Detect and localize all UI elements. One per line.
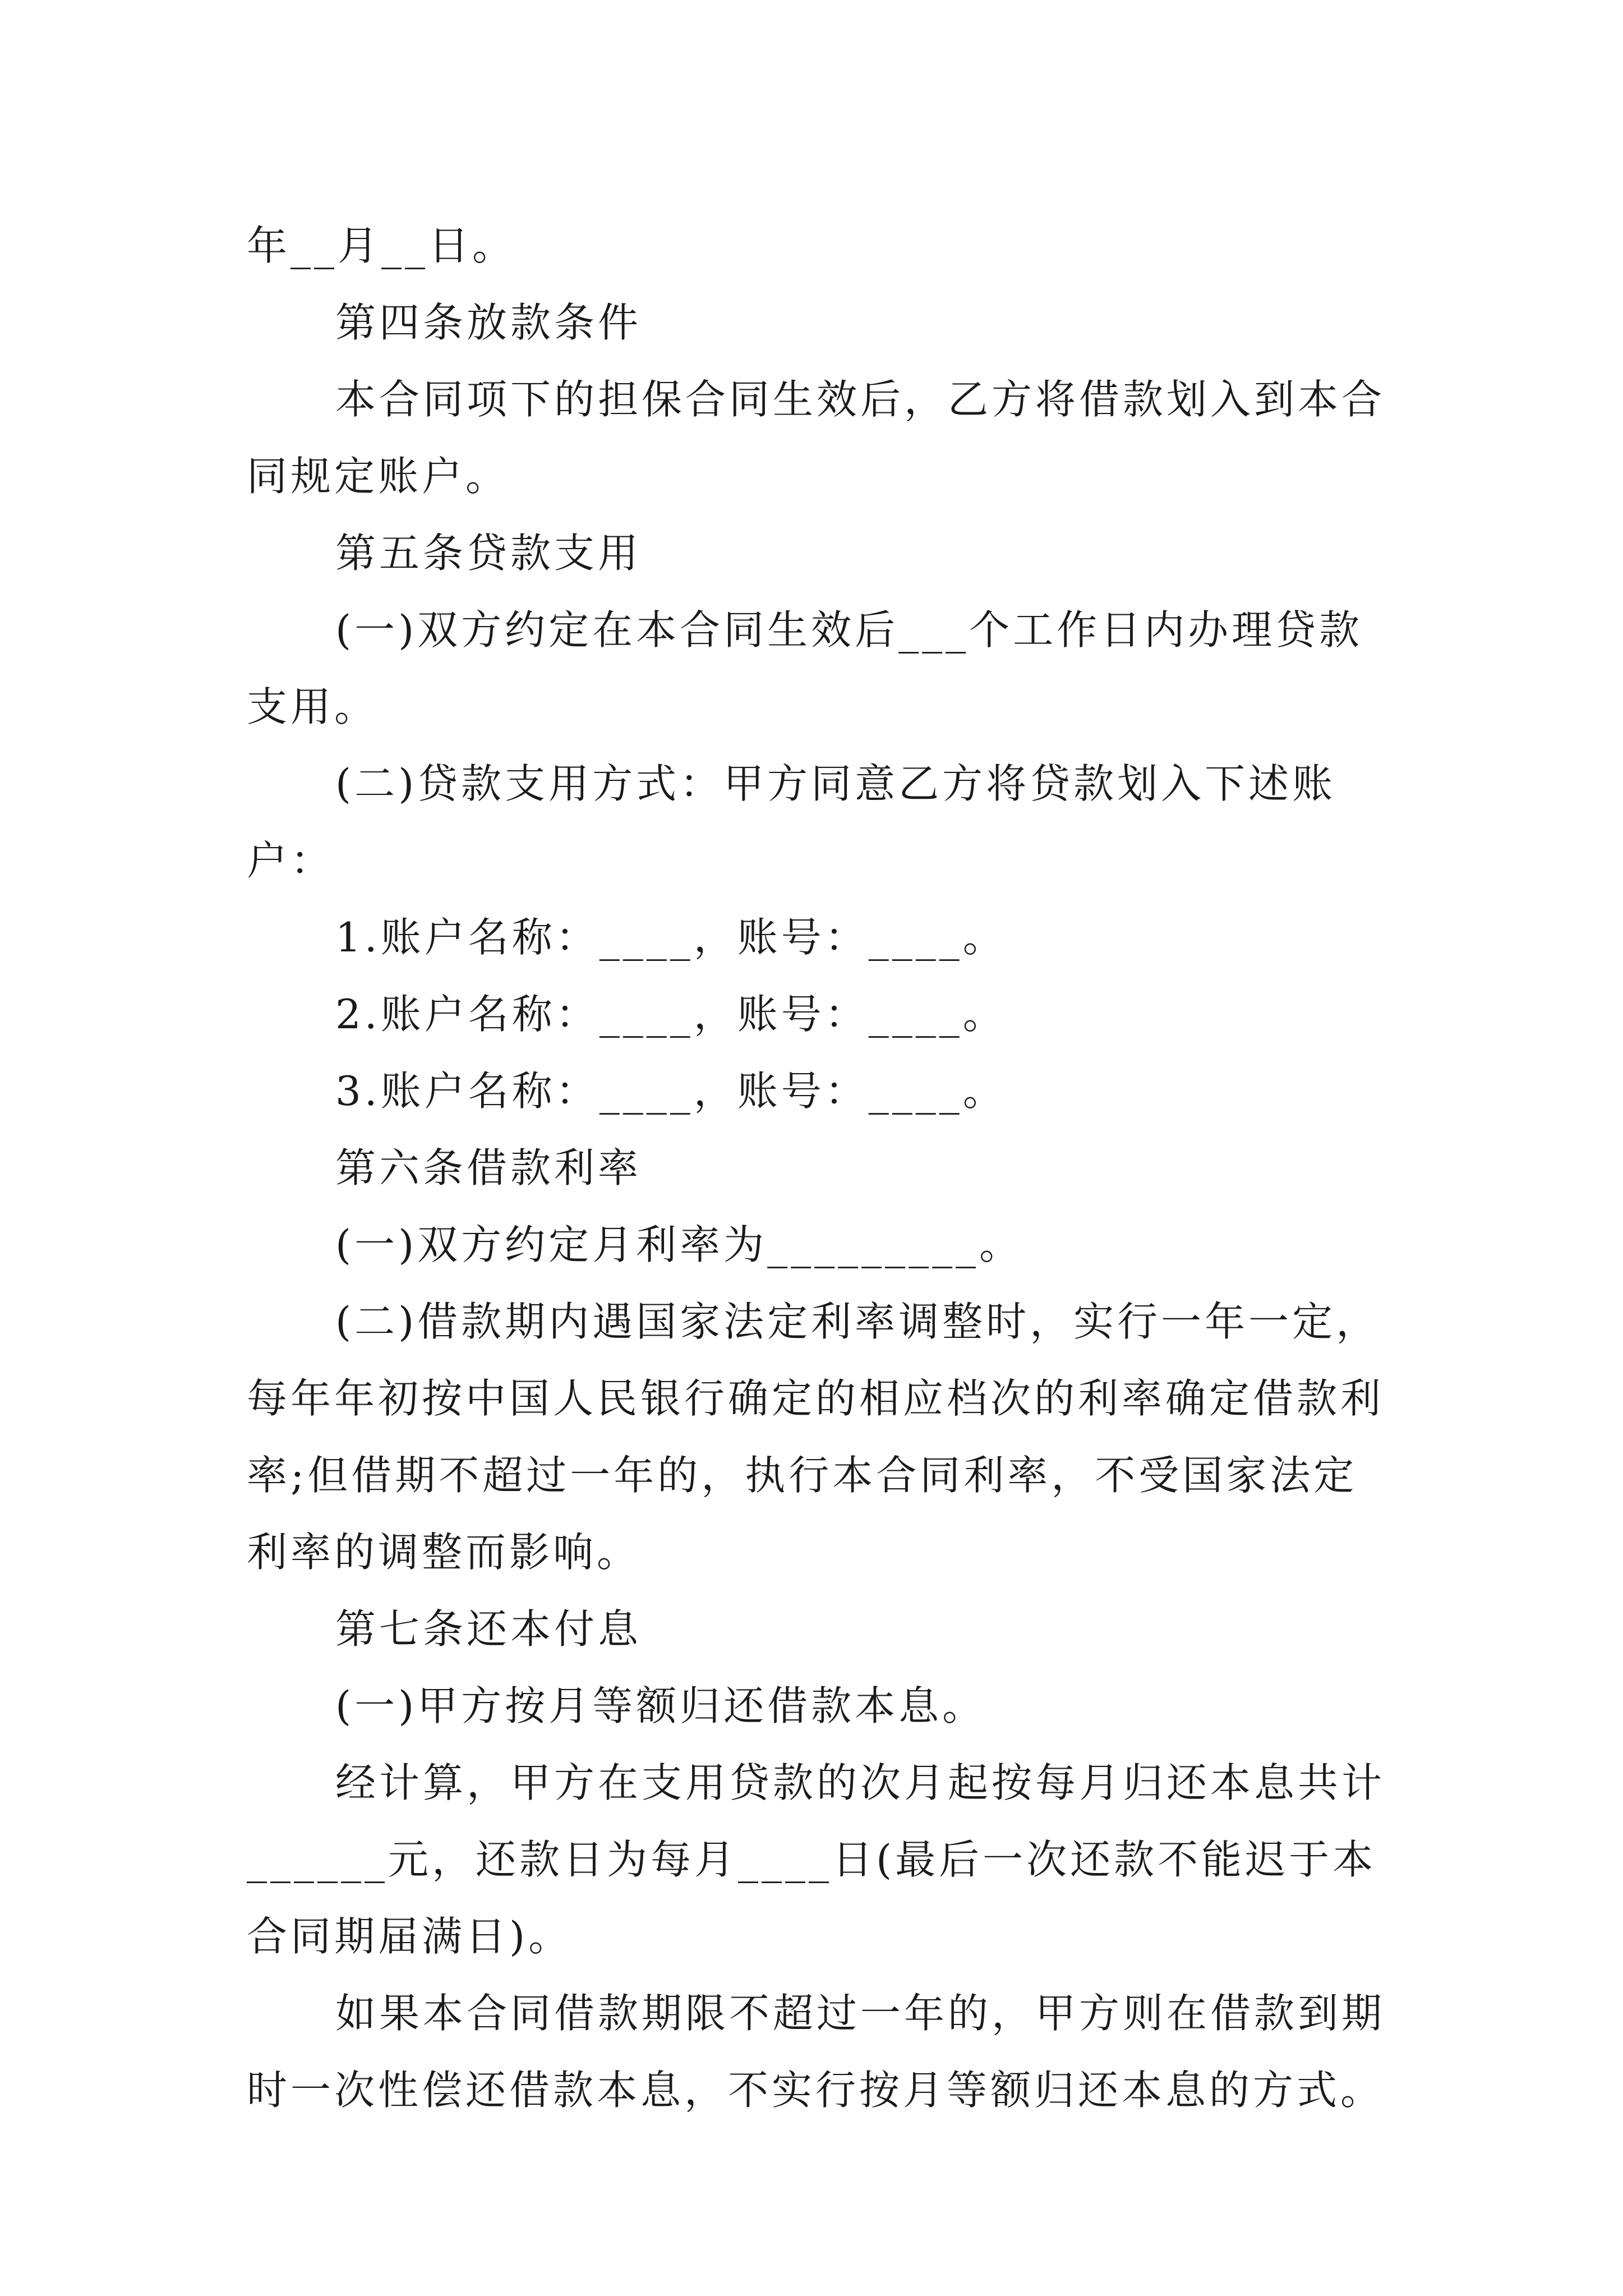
account-line-1: 1.账户名称：____，账号：____。 — [335, 914, 1007, 961]
article-7-lump-sum: 如果本合同借款期限不超过一年的，甲方则在借款到期时一次性偿还借款本息，不实行按月等额归还本息的方式。 — [247, 1990, 1386, 2114]
article-7-clause-1: (一)甲方按月等额归还借款本息。 — [335, 1682, 986, 1729]
article-7-calculation: 经计算，甲方在支用贷款的次月起按每月归还本息共计______元，还款日为每月____日(最后一次还款不能迟于本合同期届满日)。 — [247, 1759, 1386, 1960]
article-7-heading: 第七条还本付息 — [335, 1605, 642, 1653]
article-4-heading: 第四条放款条件 — [335, 299, 642, 346]
article-4-body: 本合同项下的担保合同生效后，乙方将借款划入到本合同规定账户。 — [247, 376, 1386, 500]
document-body — [247, 208, 1391, 2129]
article-5-clause-2: (二)贷款支用方式：甲方同意乙方将贷款划入下述账户： — [247, 760, 1336, 884]
paragraph-date-tail: 年__月__日。 — [247, 222, 517, 269]
article-5-clause-1: (一)双方约定在本合同生效后___个工作日内办理贷款支用。 — [247, 606, 1363, 730]
account-line-3: 3.账户名称：____，账号：____。 — [335, 1068, 1007, 1115]
article-6-heading: 第六条借款利率 — [335, 1144, 642, 1191]
article-6-clause-2: (二)借款期内遇国家法定利率调整时，实行一年一定，每年年初按中国人民银行确定的相应档次的利率确定借款利率;但借期不超过一年的，执行本合同利率，不受国家法定利率的调整而影响。 — [247, 1298, 1385, 1576]
account-line-2: 2.账户名称：____，账号：____。 — [335, 991, 1007, 1038]
article-6-clause-1: (一)双方约定月利率为_________。 — [335, 1221, 1023, 1268]
article-5-heading: 第五条贷款支用 — [335, 530, 642, 577]
